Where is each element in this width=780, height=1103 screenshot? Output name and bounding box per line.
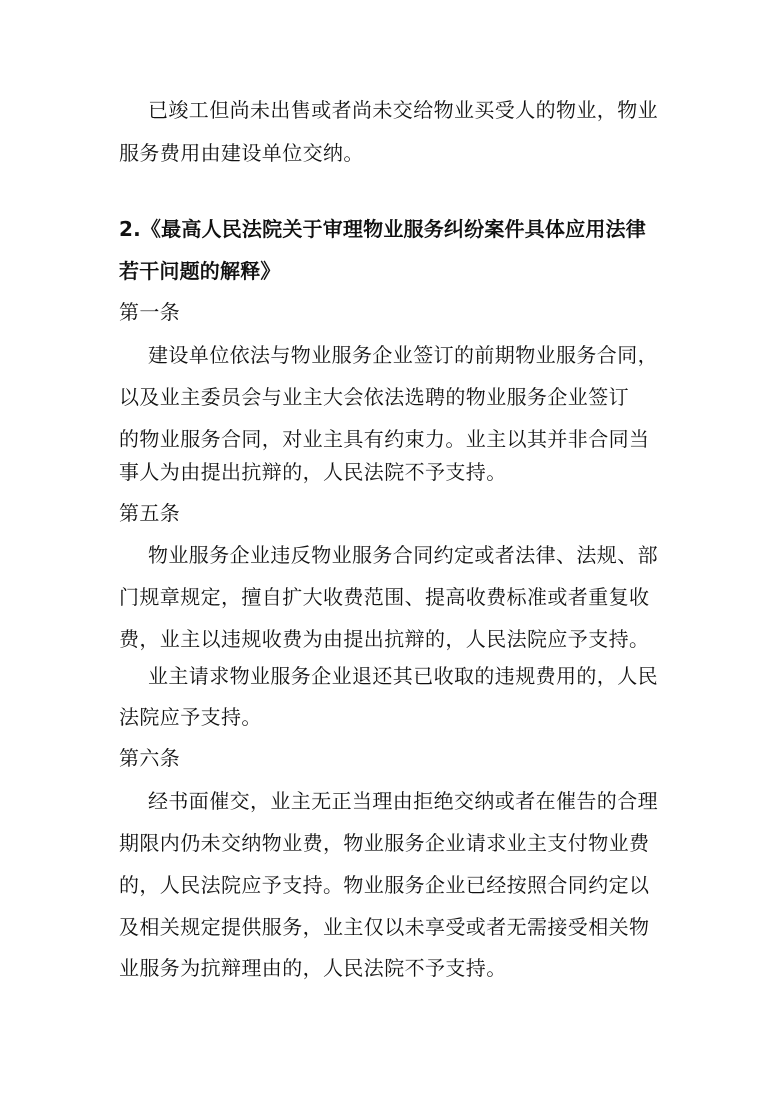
section-title-line-2: 若干问题的解释》 (119, 259, 281, 283)
article-6-line-2: 期限内仍未交纳物业费，物业服务企业请求业主支付物业费 (119, 831, 650, 855)
intro-line-1: 已竣工但尚未出售或者尚未交给物业买受人的物业，物业 (148, 98, 658, 122)
article-6-heading: 第六条 (119, 746, 181, 770)
article-5-heading: 第五条 (119, 501, 181, 525)
article-6-line-4: 及相关规定提供服务，业主仅以未享受或者无需接受相关物 (119, 915, 650, 939)
article-1-line-3: 的物业服务合同，对业主具有约束力。业主以其并非合同当 (119, 427, 650, 451)
article-5-line-1: 物业服务企业违反物业服务合同约定或者法律、法规、部 (148, 543, 658, 567)
article-1-line-1: 建设单位依法与物业服务企业签订的前期物业服务合同， (148, 343, 658, 367)
article-5-line-2: 门规章规定，擅自扩大收费范围、提高收费标准或者重复收 (119, 585, 650, 609)
article-1-line-2: 以及业主委员会与业主大会依法选聘的物业服务企业签订 (119, 385, 629, 409)
article-6-line-1: 经书面催交，业主无正当理由拒绝交纳或者在催告的合理 (148, 789, 658, 813)
article-5-line-5: 法院应予支持。 (119, 705, 262, 729)
section-title-line-1: 2.《最高人民法院关于审理物业服务纠纷案件具体应用法律 (119, 217, 646, 241)
article-1-heading: 第一条 (119, 300, 181, 324)
article-6-line-5: 业服务为抗辩理由的，人民法院不予支持。 (119, 956, 507, 980)
article-6-line-3: 的，人民法院应予支持。物业服务企业已经按照合同约定以 (119, 873, 650, 897)
article-5-line-4: 业主请求物业服务企业退还其已收取的违规费用的，人民 (148, 664, 658, 688)
article-1-line-4: 事人为由提出抗辩的，人民法院不予支持。 (119, 460, 507, 484)
article-5-line-3: 费，业主以违规收费为由提出抗辩的，人民法院应予支持。 (119, 627, 650, 651)
intro-line-2: 服务费用由建设单位交纳。 (119, 141, 364, 165)
